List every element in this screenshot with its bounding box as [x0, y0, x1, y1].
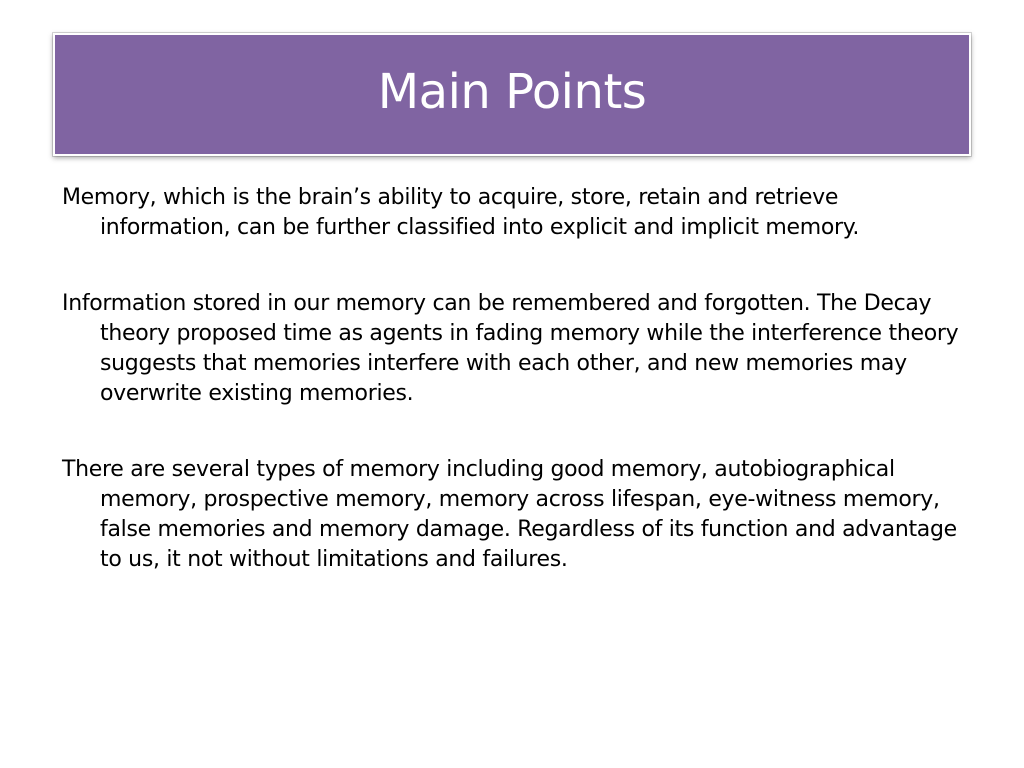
title-bar	[53, 33, 971, 156]
slide-title: Main Points	[377, 63, 647, 120]
paragraph-memory-types: There are several types of memory including good memory, autobiographical memory, prospective memory, memory across lifespan, eye-witness memory, false memories and memory damage. Regardless of its function and advantage to us, it not without limitations and failures.	[62, 457, 957, 572]
slide-body	[62, 183, 972, 621]
paragraph-memory-definition: Memory, which is the brain’s ability to acquire, store, retain and retrieve information, can be further classified into explicit and implicit memory.	[62, 185, 860, 240]
paragraph-forgetting-theories: Information stored in our memory can be remembered and forgotten. The Decay theory proposed time as agents in fading memory while the interference theory suggests that memories interfere with each other, and new memories may overwrite existing memories.	[62, 291, 959, 406]
